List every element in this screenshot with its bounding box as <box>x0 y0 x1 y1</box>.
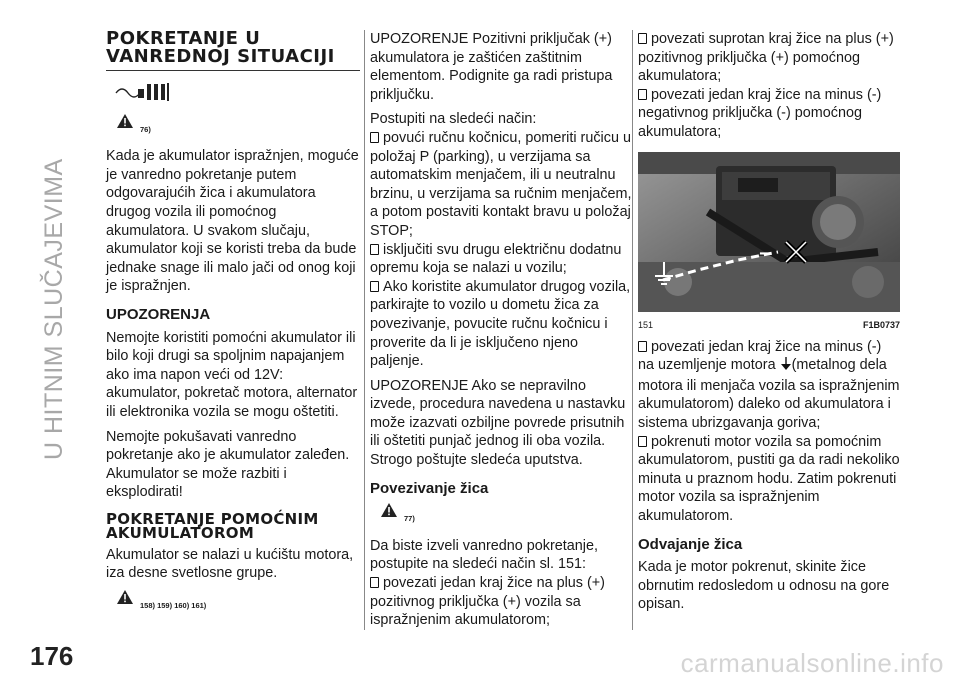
bullet-icon <box>638 33 647 44</box>
column-divider-1 <box>364 30 365 630</box>
list-item-text: povezati jedan kraj žice na minus (-) na uzemljenje motora <box>638 338 882 374</box>
list-item-text: isključiti svu drugu električnu dodatnu opremu koja se nalazi u vozilu; <box>370 241 622 277</box>
paragraph: Da biste izveli vanredno pokretanje, postupite na sledeći način sl. 151: <box>370 537 598 573</box>
column-2 <box>370 30 632 630</box>
paragraph: UPOZORENJE Pozitivni priključak (+) akumulatora je zaštićen zaštitnim elementom. Podignite ga radi pristupa priključku. <box>370 31 613 103</box>
figure-caption <box>638 316 900 335</box>
bullet-icon <box>370 281 379 292</box>
paragraph: Kada je akumulator ispražnjen, moguće je vanredno pokretanje putem odgovarajućih žica i akumulatora drugog vozila ili pomoćnog akumulatora. U svakom slučaju, akumulator koji se koristi treba da bude jednake snage ili malo jači od onog koji je ispražnjen. <box>106 148 359 295</box>
ground-icon <box>780 357 792 377</box>
figure-number: 151 <box>638 319 654 330</box>
list-item <box>638 338 900 433</box>
svg-text:−: − <box>758 242 774 264</box>
list-item <box>370 241 632 278</box>
warning-reference-3 <box>380 502 632 529</box>
paragraph: Postupiti na sledeći način: <box>370 111 537 128</box>
warning-ref-numbers: 158) 159) 160) 161) <box>140 601 207 611</box>
jumper-cable-icon <box>114 81 360 109</box>
list-item-text: povući ručnu kočnicu, pomeriti ručicu u položaj P (parking), u verzijama sa automatskim menjačem, ili u neutralnu brzinu, u verzijama sa ručnim menjačem, a potom postaviti kontakt bravu u položaj STOP; <box>370 129 632 239</box>
figure-code: F1B0737 <box>862 319 900 330</box>
chapter-side-title-text: U HITNIM SLUČAJEVIMA <box>40 158 68 460</box>
bullet-icon <box>370 577 379 588</box>
paragraph: Kada je motor pokrenut, skinite žice obrnutim redosledom u odnosu na gore opisan. <box>638 559 890 613</box>
warning-reference-2 <box>116 589 360 616</box>
warning-ref-number: 77) <box>404 514 415 524</box>
bullet-icon <box>638 89 647 100</box>
column-3 <box>638 30 900 620</box>
warning-reference-1 <box>116 113 360 140</box>
subheading-upozorenja: UPOZORENJA <box>106 305 211 323</box>
warning-triangle-icon <box>116 113 134 129</box>
list-item <box>638 30 900 86</box>
page-number: 176 <box>30 641 74 671</box>
column-divider-2 <box>632 30 633 630</box>
list-item-text: povezati jedan kraj žice na plus (+) pozitivnog priključka (+) vozila sa ispražnjenim akumulatorom; <box>370 575 605 629</box>
bullet-icon <box>370 244 379 255</box>
section-heading-2: POKRETANJE POMOĆNIM AKUMULATOROM <box>106 509 319 542</box>
list-item-text: (metalnog dela motora ili menjača vozila sa ispražnjenim akumulatorom) daleko od akumulatora i sistema ubrizgavanja goriva; <box>638 357 900 431</box>
list-item <box>638 433 900 526</box>
list-item <box>370 129 632 241</box>
figure-engine-bay <box>638 152 900 330</box>
list-item-text: povezati jedan kraj žice na minus (-) negativnog priključka (-) pomoćnog akumulatora; <box>638 86 882 140</box>
warning-ref-number: 76) <box>140 124 151 134</box>
bullet-icon <box>370 132 379 143</box>
list-item <box>370 278 632 371</box>
engine-bay-photo <box>638 152 900 312</box>
paragraph: Akumulator se nalazi u kućištu motora, iza desne svetlosne grupe. <box>106 546 354 582</box>
subheading-odvajanje: Odvajanje žica <box>638 535 743 553</box>
list-item-text: Ako koristite akumulator drugog vozila, parkirajte to vozilo u dometu žica za povezivanje, povucite ručnu kočnicu i proverite da li je isključeno njeno paljenje. <box>370 278 631 370</box>
section-heading: POKRETANJE U VANREDNOJ SITUACIJI <box>106 30 360 71</box>
list-item <box>370 574 632 630</box>
paragraph: Nemojte koristiti pomoćni akumulator ili bilo koji drugi sa spoljnim napajanjem ako ima napon veći od 12V: akumulator, pokretač motora, alternator ili elektronika vozila se mogu oštetiti. <box>106 329 358 420</box>
watermark: carmanualsonline.info <box>680 648 944 678</box>
list-item <box>638 86 900 142</box>
warning-triangle-icon <box>116 589 134 605</box>
bullet-icon <box>638 341 647 352</box>
bullet-icon <box>638 436 647 447</box>
list-item-text: povezati suprotan kraj žice na plus (+) pozitivnog priključka (+) pomoćnog akumulatora; <box>638 31 894 85</box>
column-1 <box>106 30 360 624</box>
subheading-povezivanje: Povezivanje žica <box>370 479 489 497</box>
warning-triangle-icon <box>380 502 398 518</box>
paragraph: Nemojte pokušavati vanredno pokretanje ako je akumulator zaleđen. Akumulator se može razbiti i eksplodirati! <box>106 428 350 501</box>
list-item-text: pokrenuti motor vozila sa pomoćnim akumulatorom, pustiti ga da radi nekoliko minuta u praznom hodu. Zatim pokrenuti motor vozila sa ispražnjenim akumulatorom. <box>638 433 900 524</box>
paragraph: UPOZORENJE Ako se nepravilno izvede, procedura navedena u nastavku može izazvati ozbiljne povrede prisutnih ili oštetiti punjač jednog ili oba vozila. Strogo poštujte sledeća uputstva. <box>370 377 626 469</box>
